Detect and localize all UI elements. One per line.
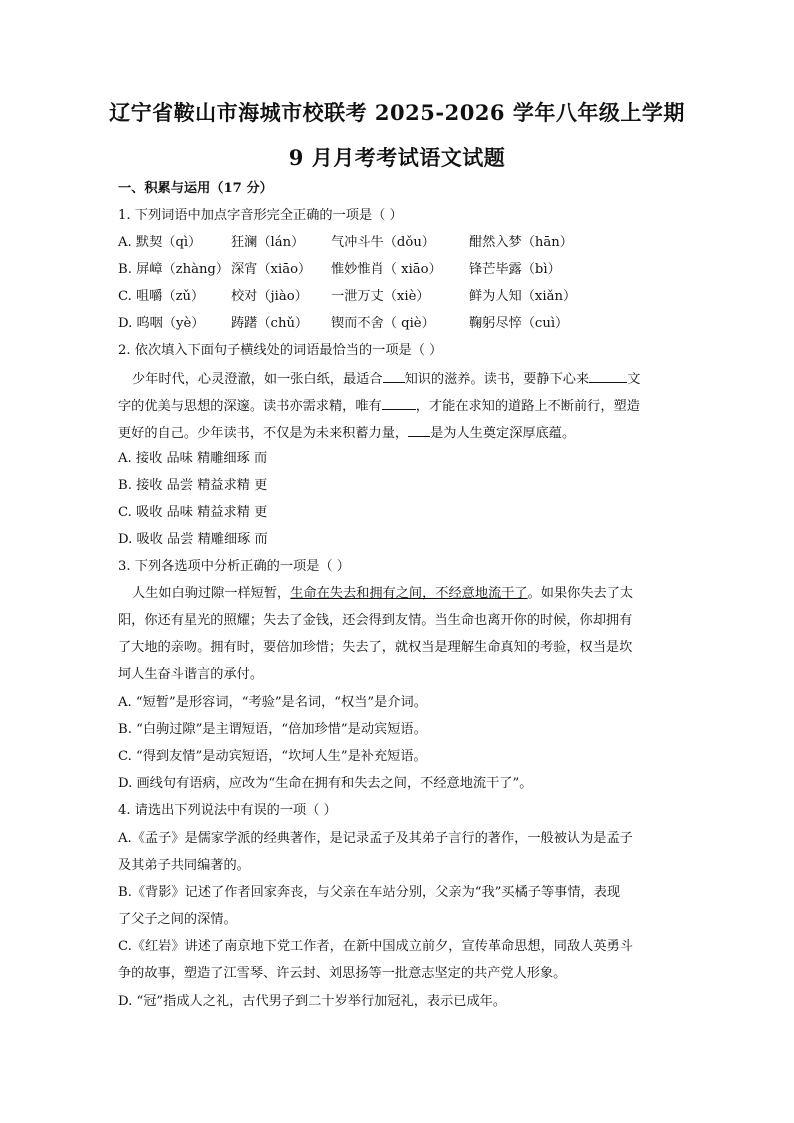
q2-blank-4	[408, 423, 430, 437]
q2-option-b: B. 接收 品尝 精益求精 更	[118, 478, 268, 493]
q1-c-word-1: C. 咀嚼（zǔ）	[118, 289, 205, 304]
q4-stem: 4. 请选出下列说法中有误的一项（ ）	[118, 803, 337, 818]
q1-b-word-1: B. 屏嶂（zhàng）	[118, 262, 230, 277]
q2-blank-2	[589, 369, 627, 383]
q2-passage-line-1	[132, 369, 640, 389]
q4-option-c-line-2: 争的故事，塑造了江雪琴、许云封、刘思扬等一批意志坚定的共产党人形象。	[118, 966, 567, 981]
q2-stem: 2. 依次填入下面句子横线处的词语最恰当的一项是（ ）	[118, 343, 443, 358]
q3-option-c: C. “得到友情”是动宾短语，“坎坷人生”是补充短语。	[118, 749, 427, 764]
q2-option-a: A. 接收 品味 精雕细琢 而	[118, 451, 268, 466]
q3-passage-line-2: 阳，你还有星光的照耀；失去了金钱，还会得到友情。当生命也离开你的时候，你却拥有	[118, 613, 633, 628]
q2-passage-text: 更好的自己。少年读书，不仅是为未来积蓄力量，	[118, 426, 409, 441]
q1-b-word-3: 惟妙惟肖（ xiāo）	[331, 262, 442, 277]
q3-passage-line-1	[132, 585, 633, 603]
q2-option-d: D. 吸收 品尝 精雕细琢 而	[118, 532, 268, 547]
q1-d-word-1: D. 呜咽（yè）	[118, 316, 205, 331]
q1-option-d	[118, 315, 568, 333]
q4-option-b-line-2: 了父子之间的深情。	[118, 912, 237, 927]
q1-d-word-2: 踌躇（chǔ）	[231, 316, 309, 331]
q1-a-word-1: A. 默契（qì）	[118, 235, 202, 250]
q1-option-c	[118, 288, 576, 306]
q3-option-a: A. “短暂”是形容词，“考验”是名词，“权当”是介词。	[118, 695, 427, 710]
page-title-line-1: 辽宁省鞍山市海城市校联考 2025-2026 学年八年级上学期	[109, 100, 685, 125]
q2-option-c: C. 吸收 品味 精益求精 更	[118, 505, 268, 520]
q2-passage-line-3	[118, 423, 575, 443]
q3-stem: 3. 下列各选项中分析正确的一项是（ ）	[118, 559, 350, 574]
q1-b-word-4: 锋芒毕露（bì）	[469, 262, 561, 277]
q2-passage-text: 知识的滋养。读书，要静下心来	[404, 372, 590, 387]
q3-option-b: B. “白驹过隙”是主谓短语，“倍加珍惜”是动宾短语。	[118, 722, 427, 737]
q3-underlined-sentence: 生命在失去和拥有之间，不经意地流干了	[290, 586, 528, 601]
q2-passage-text: 字的优美与思想的深邃。读书亦需求精，唯有	[118, 399, 382, 414]
q4-option-d: D. “冠”指成人之礼，古代男子到二十岁举行加冠礼，表示已成年。	[118, 994, 507, 1009]
q2-blank-3	[382, 396, 416, 410]
q3-passage-line-4: 坷人生奋斗谐言的承付。	[118, 667, 264, 682]
q3-passage-text: 人生如白驹过隙一样短暂，	[132, 586, 291, 601]
q1-a-word-4: 酣然入梦（hān）	[469, 235, 573, 250]
q1-d-word-3: 锲而不舍（ qiè）	[331, 316, 435, 331]
q4-option-a-line-2: 及其弟子共同编著的。	[118, 858, 250, 873]
q2-passage-text: 是为人生奠定深厚底蕴。	[430, 426, 576, 441]
q1-c-word-3: 一泄万丈（xiè）	[331, 289, 430, 304]
section-heading: 一、积累与运用（17 分）	[118, 181, 273, 196]
q2-blank-1	[383, 369, 405, 383]
q4-option-c-line-1: C.《红岩》讲述了南京地下党工作者，在新中国成立前夕，宣传革命思想，同敌人英勇斗	[118, 939, 633, 954]
q1-c-word-4: 鲜为人知（xiǎn）	[469, 289, 577, 304]
q1-d-word-4: 鞠躬尽悴（cuì）	[469, 316, 569, 331]
q1-stem: 1. 下列词语中加点字音形完全正确的一项是（ ）	[118, 208, 403, 223]
q3-option-d: D. 画线句有语病，应改为“生命在拥有和失去之间，不经意地流干了”。	[118, 776, 533, 791]
q1-a-word-3: 气冲斗牛（dǒu）	[331, 235, 435, 250]
page-title-line-2: 9 月月考考试语文试题	[288, 145, 506, 170]
q2-passage-text: 文	[627, 372, 641, 387]
q1-option-a	[118, 234, 573, 252]
q2-passage-text: 少年时代，心灵澄澈，如一张白纸，最适合	[132, 372, 383, 387]
q4-option-a-line-1: A.《孟子》是儒家学派的经典著作，是记录孟子及其弟子言行的著作，一般被认为是孟子	[118, 831, 633, 846]
q3-passage-text: 。如果你失去了太	[527, 586, 634, 601]
q4-option-b-line-1: B.《背影》记述了作者回家奔丧，与父亲在车站分别，父亲为“我”买橘子等事情，表现	[118, 885, 621, 900]
q1-c-word-2: 校对（jiào）	[231, 289, 308, 304]
q2-passage-line-2	[118, 396, 640, 416]
q1-option-b	[118, 261, 561, 279]
q1-a-word-2: 狂澜（lán）	[231, 235, 305, 250]
q1-b-word-2: 深宵（xiāo）	[231, 262, 312, 277]
q3-passage-line-3: 了大地的亲吻。拥有时，要倍加珍惜；失去了，就权当是理解生命真知的考验，权当是坎	[118, 640, 633, 655]
q2-passage-text: ，才能在求知的道路上不断前行，塑造	[415, 399, 640, 414]
